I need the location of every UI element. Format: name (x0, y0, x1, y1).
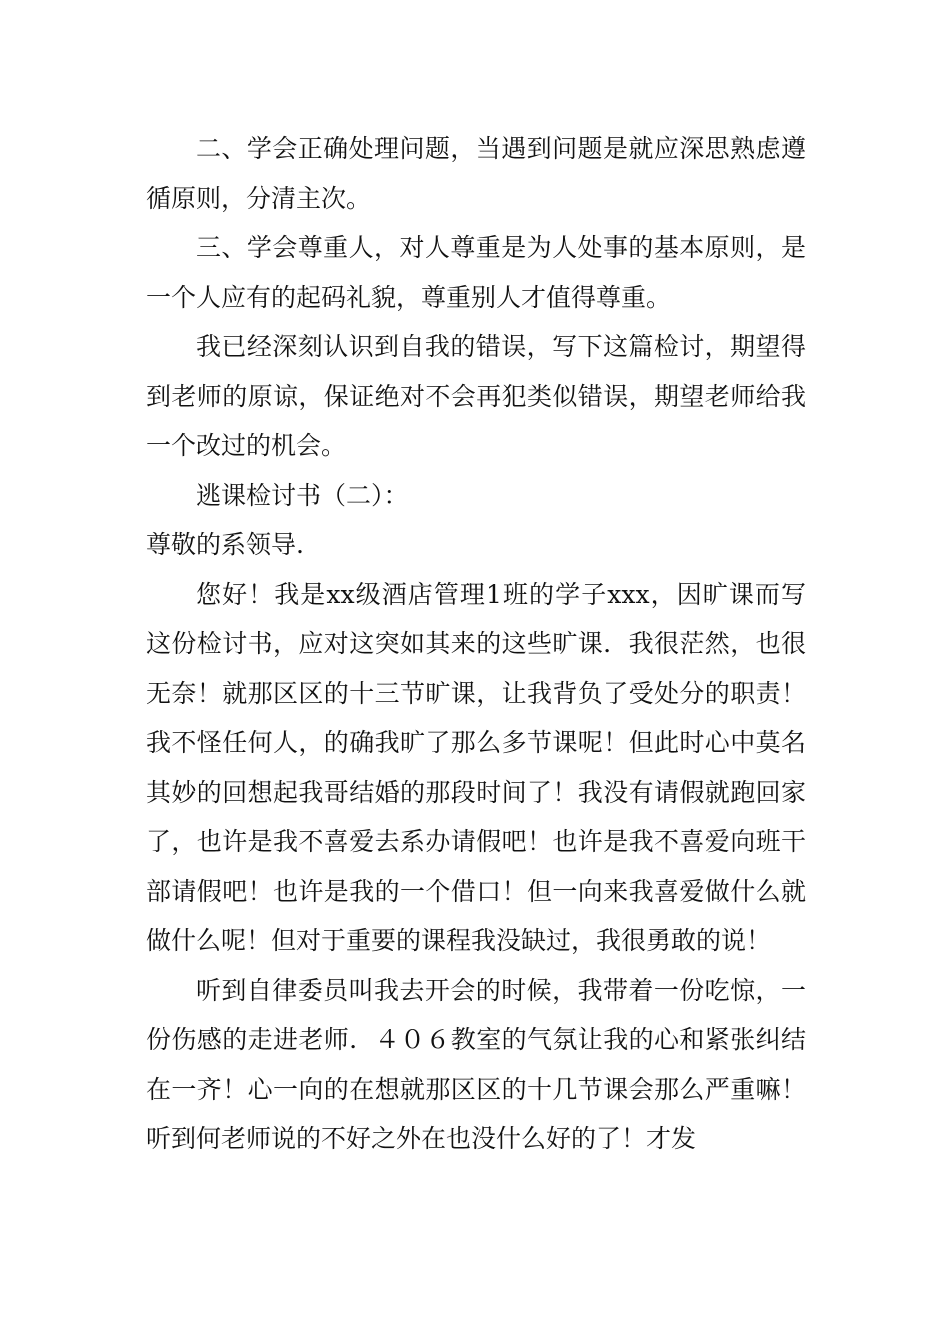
document-body (146, 124, 806, 1164)
paragraph-point-two: 二、学会正确处理问题，当遇到问题是就应深思熟虑遵循原则，分清主次。 (146, 134, 806, 213)
paragraph-meeting: 听到自律委员叫我去开会的时候，我带着一份吃惊，一份伤感的走进老师．４０６教室的气氛让我的心和紧张纠结在一齐！心一向的在想就那区区的十几节课会那么严重嘛！听到何老师说的不好之外在也没什么好的了！才发 (146, 975, 806, 1153)
paragraph-apology: 我已经深刻认识到自我的错误，写下这篇检讨，期望得到老师的原谅，保证绝对不会再犯类似错误，期望老师给我一个改过的机会。 (146, 332, 806, 460)
paragraph-point-three: 三、学会尊重人，对人尊重是为人处事的基本原则，是一个人应有的起码礼貌，尊重别人才值得尊重。 (146, 233, 806, 312)
section-heading: 逃课检讨书（二）： (196, 480, 409, 510)
salutation: 尊敬的系领导. (146, 530, 304, 559)
paragraph-greeting: 您好！我是xx级酒店管理1班的学子xxx，因旷课而写这份检讨书，应对这突如其来的这些旷课．我很茫然，也很无奈！就那区区的十三节旷课，让我背负了受处分的职责！我不怪任何人，的确我旷了那么多节课呢！但此时心中莫名其妙的回想起我哥结婚的那段时间了！我没有请假就跑回家了，也许是我不喜爱去系办请假吧！也许是我不喜爱向班干部请假吧！也许是我的一个借口！但一向来我喜爱做什么就做什么呢！但对于重要的课程我没缺过，我很勇敢的说！ (146, 579, 806, 955)
